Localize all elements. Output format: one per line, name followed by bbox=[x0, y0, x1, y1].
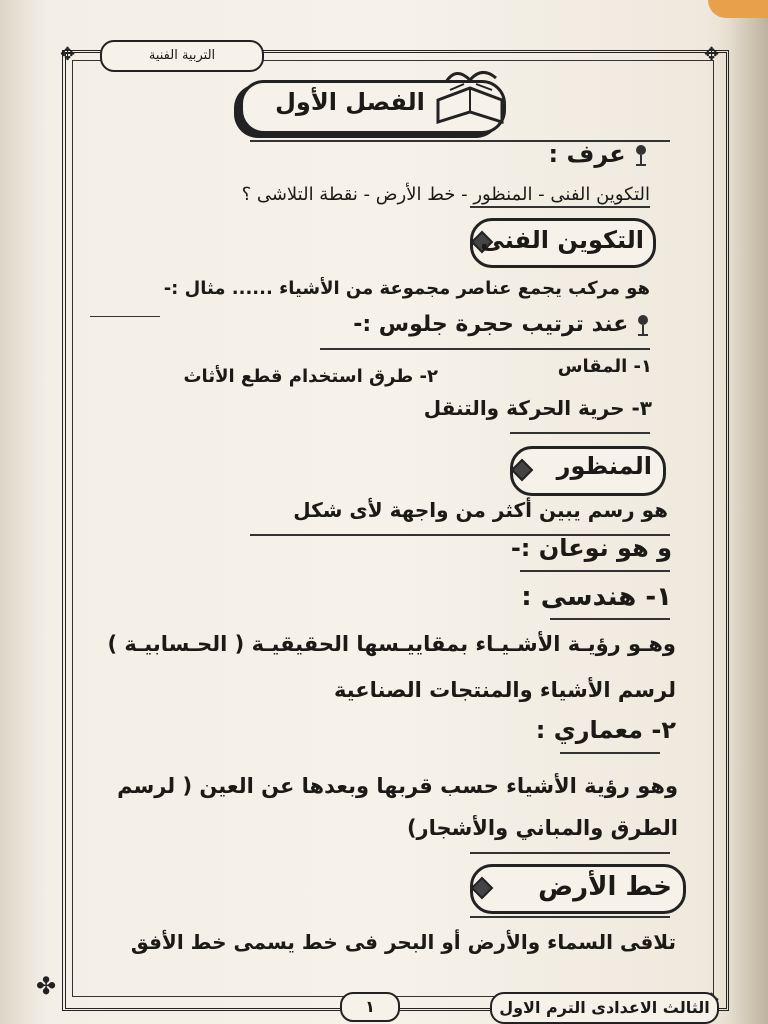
label-perspective: المنظور bbox=[556, 452, 652, 480]
page-number: ١ bbox=[340, 992, 400, 1022]
list-item: ١- المقاس bbox=[557, 356, 652, 377]
type2-heading: ٢- معماري : bbox=[535, 716, 676, 744]
divider bbox=[470, 206, 650, 208]
divider bbox=[560, 752, 660, 754]
divider bbox=[470, 916, 670, 918]
composition-subheading bbox=[353, 312, 650, 337]
divider bbox=[320, 348, 650, 350]
composition-definition: هو مركب يجمع عناصر مجموعة من الأشياء ...... مثال :- bbox=[163, 278, 650, 299]
corner-ornament-icon: ✥ bbox=[60, 44, 76, 65]
define-heading-text: عرف : bbox=[548, 140, 626, 168]
label-groundline: خط الأرض bbox=[538, 872, 672, 902]
pin-icon bbox=[636, 314, 650, 336]
corner-ornament-icon: ✥ bbox=[704, 44, 720, 65]
type1-line2: لرسم الأشياء والمنتجات الصناعية bbox=[333, 678, 676, 702]
pin-icon bbox=[634, 144, 648, 166]
chapter-title: الفصل الأول bbox=[275, 88, 425, 116]
type1-line1: وهـو رؤيـة الأشـيـاء بمقاييـسها الحقيقيـة ( الحـسابيـة ) bbox=[107, 632, 676, 656]
book-icon bbox=[430, 60, 510, 130]
label-composition: التكوين الفنى bbox=[480, 226, 644, 254]
define-terms: التكوين الفنى - المنظور - خط الأرض - نقطة التلاشى ؟ bbox=[241, 184, 650, 205]
divider bbox=[470, 852, 670, 854]
page-edge-shadow bbox=[728, 0, 768, 1024]
type1-heading: ١- هندسى : bbox=[521, 582, 672, 612]
background-corner bbox=[708, 0, 768, 18]
divider bbox=[550, 618, 670, 620]
perspective-definition: هو رسم يبين أكثر من واجهة لأى شكل bbox=[293, 498, 668, 522]
type2-line1: وهو رؤية الأشياء حسب قربها وبعدها عن العين ( لرسم bbox=[117, 774, 678, 798]
subject-header: التربية الفنية bbox=[100, 40, 264, 72]
divider bbox=[90, 316, 160, 317]
type2-line2: الطرق والمباني والأشجار) bbox=[406, 816, 678, 840]
define-heading bbox=[548, 140, 648, 168]
corner-ornament-icon: ✤ bbox=[36, 972, 57, 1000]
grade-term-footer: الثالث الاعدادى الترم الاول bbox=[490, 992, 719, 1024]
list-item: ٢- طرق استخدام قطع الأثاث bbox=[183, 366, 438, 387]
divider bbox=[510, 432, 650, 434]
divider bbox=[520, 570, 670, 572]
groundline-definition: تلاقى السماء والأرض أو البحر فى خط يسمى خط الأفق bbox=[130, 930, 676, 954]
list-item: ٣- حرية الحركة والتنقل bbox=[423, 396, 652, 420]
composition-subheading-text: عند ترتيب حجرة جلوس :- bbox=[353, 312, 629, 337]
perspective-types-heading: و هو نوعان :- bbox=[510, 534, 672, 562]
